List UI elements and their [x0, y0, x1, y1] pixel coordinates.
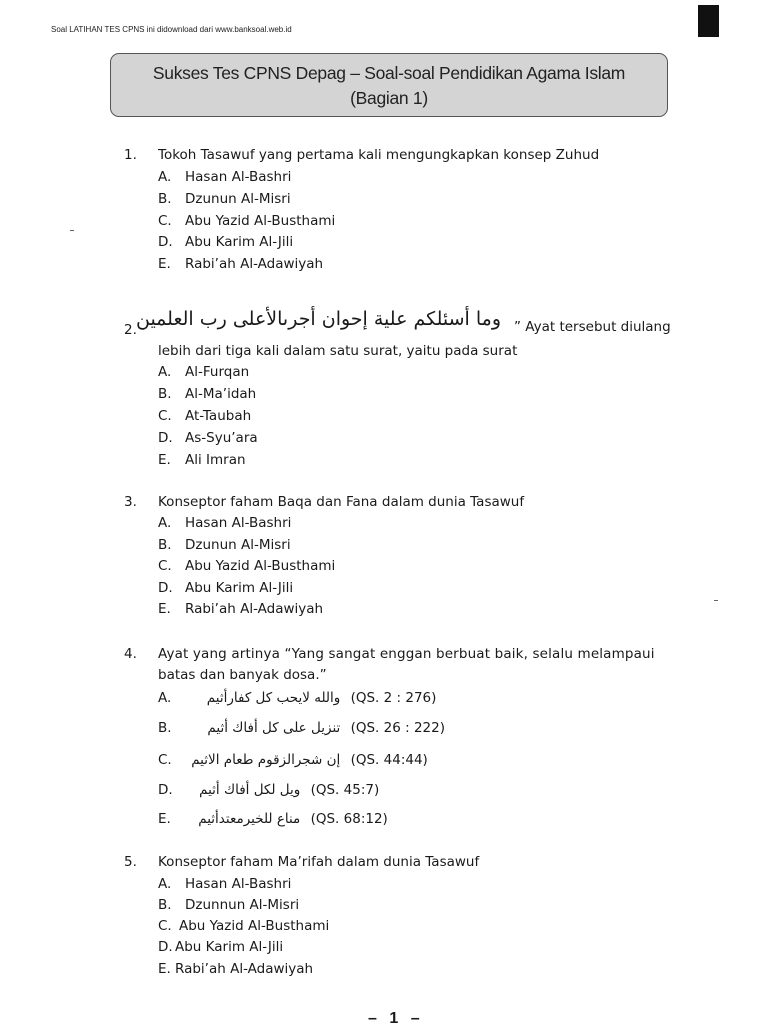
option-1d: D. Abu Karim Al-Jili — [158, 234, 294, 250]
question-number: 5. — [124, 854, 137, 870]
verse-reference: (QS. 2 : 276) — [350, 690, 437, 706]
question-stem: Tokoh Tasawuf yang pertama kali mengungkapkan konsep Zuhud — [158, 147, 600, 163]
option-1c: C. Abu Yazid Al-Busthami — [158, 213, 336, 229]
option-1a: A. Hasan Al-Bashri — [158, 169, 292, 185]
arabic-verse: مناع للخيرمعتدأثيم — [198, 811, 301, 827]
title-box — [110, 53, 668, 117]
option-1b: B. Dzunun Al-Misri — [158, 191, 291, 207]
question-stem-line2: lebih dari tiga kali dalam satu surat, yaitu pada surat — [158, 343, 518, 359]
question-stem: Konseptor faham Ma’rifah dalam dunia Tasawuf — [158, 854, 480, 870]
corner-marker — [698, 5, 719, 37]
option-5a: A. Hasan Al-Bashri — [158, 876, 292, 892]
verse-reference: (QS. 68:12) — [310, 811, 388, 827]
option-4a: A. والله لايحب كل كفارأثيم (QS. 2 : 276) — [158, 690, 437, 706]
question-stem-tail: ” Ayat tersebut diulang — [514, 319, 671, 335]
option-5d: D. Abu Karim Al-Jili — [158, 939, 284, 955]
option-5b: B. Dzunnun Al-Misri — [158, 897, 300, 913]
arabic-verse: والله لايحب كل كفارأثيم — [206, 690, 341, 706]
option-3d: D. Abu Karim Al-Jili — [158, 580, 294, 596]
download-source-note: Soal LATIHAN TES CPNS ini didownload dari www.banksoal.web.id — [51, 25, 292, 34]
arabic-verse: تنزيل على كل أفاك أثيم — [207, 720, 341, 736]
option-2e: E. Ali Imran — [158, 452, 246, 468]
question-stem: Konseptor faham Baqa dan Fana dalam dunia Tasawuf — [158, 494, 525, 510]
verse-reference: (QS. 45:7) — [310, 782, 380, 798]
arabic-verse: إن شجرالزقوم طعام الاثيم — [191, 752, 341, 768]
option-4d: D. ويل لكل أفاك أثيم (QS. 45:7) — [158, 782, 380, 798]
option-2a: A. Al-Furqan — [158, 364, 250, 380]
option-4c: C. إن شجرالزقوم طعام الاثيم (QS. 44:44) — [158, 752, 428, 768]
page-number: – 1 – — [368, 1010, 424, 1027]
option-5c: C. Abu Yazid Al-Busthami — [158, 918, 330, 934]
option-5e: E. Rabi’ah Al-Adawiyah — [158, 961, 314, 977]
verse-reference: (QS. 44:44) — [350, 752, 428, 768]
question-number: 4. — [124, 646, 137, 662]
scan-speck — [714, 600, 718, 601]
title-line-2: (Bagian 1) — [350, 88, 428, 108]
arabic-verse: ويل لكل أفاك أثيم — [199, 782, 301, 798]
arabic-verse: وما أسئلكم علية إحوان أجرىالأعلى رب العلمين — [135, 308, 501, 330]
option-4b: B. تنزيل على كل أفاك أثيم (QS. 26 : 222) — [158, 720, 445, 736]
option-3a: A. Hasan Al-Bashri — [158, 515, 292, 531]
question-number: 1. — [124, 147, 137, 163]
option-3b: B. Dzunun Al-Misri — [158, 537, 291, 553]
option-2b: B. Al-Ma’idah — [158, 386, 257, 402]
option-1e: E. Rabi’ah Al-Adawiyah — [158, 256, 324, 272]
question-stem-line2: batas dan banyak dosa.” — [158, 667, 327, 683]
option-2c: C. At-Taubah — [158, 408, 252, 424]
option-4e: E. مناع للخيرمعتدأثيم (QS. 68:12) — [158, 811, 388, 827]
option-3e: E. Rabi’ah Al-Adawiyah — [158, 601, 324, 617]
option-3c: C. Abu Yazid Al-Busthami — [158, 558, 336, 574]
question-number: 3. — [124, 494, 137, 510]
scan-speck — [70, 230, 74, 231]
verse-reference: (QS. 26 : 222) — [350, 720, 445, 736]
question-stem: Ayat yang artinya “Yang sangat enggan berbuat baik, selalu melampaui — [158, 646, 655, 662]
title-line-1: Sukses Tes CPNS Depag – Soal-soal Pendidikan Agama Islam — [152, 63, 626, 83]
option-2d: D. As-Syu’ara — [158, 430, 258, 446]
question-number: 2. — [124, 322, 137, 338]
